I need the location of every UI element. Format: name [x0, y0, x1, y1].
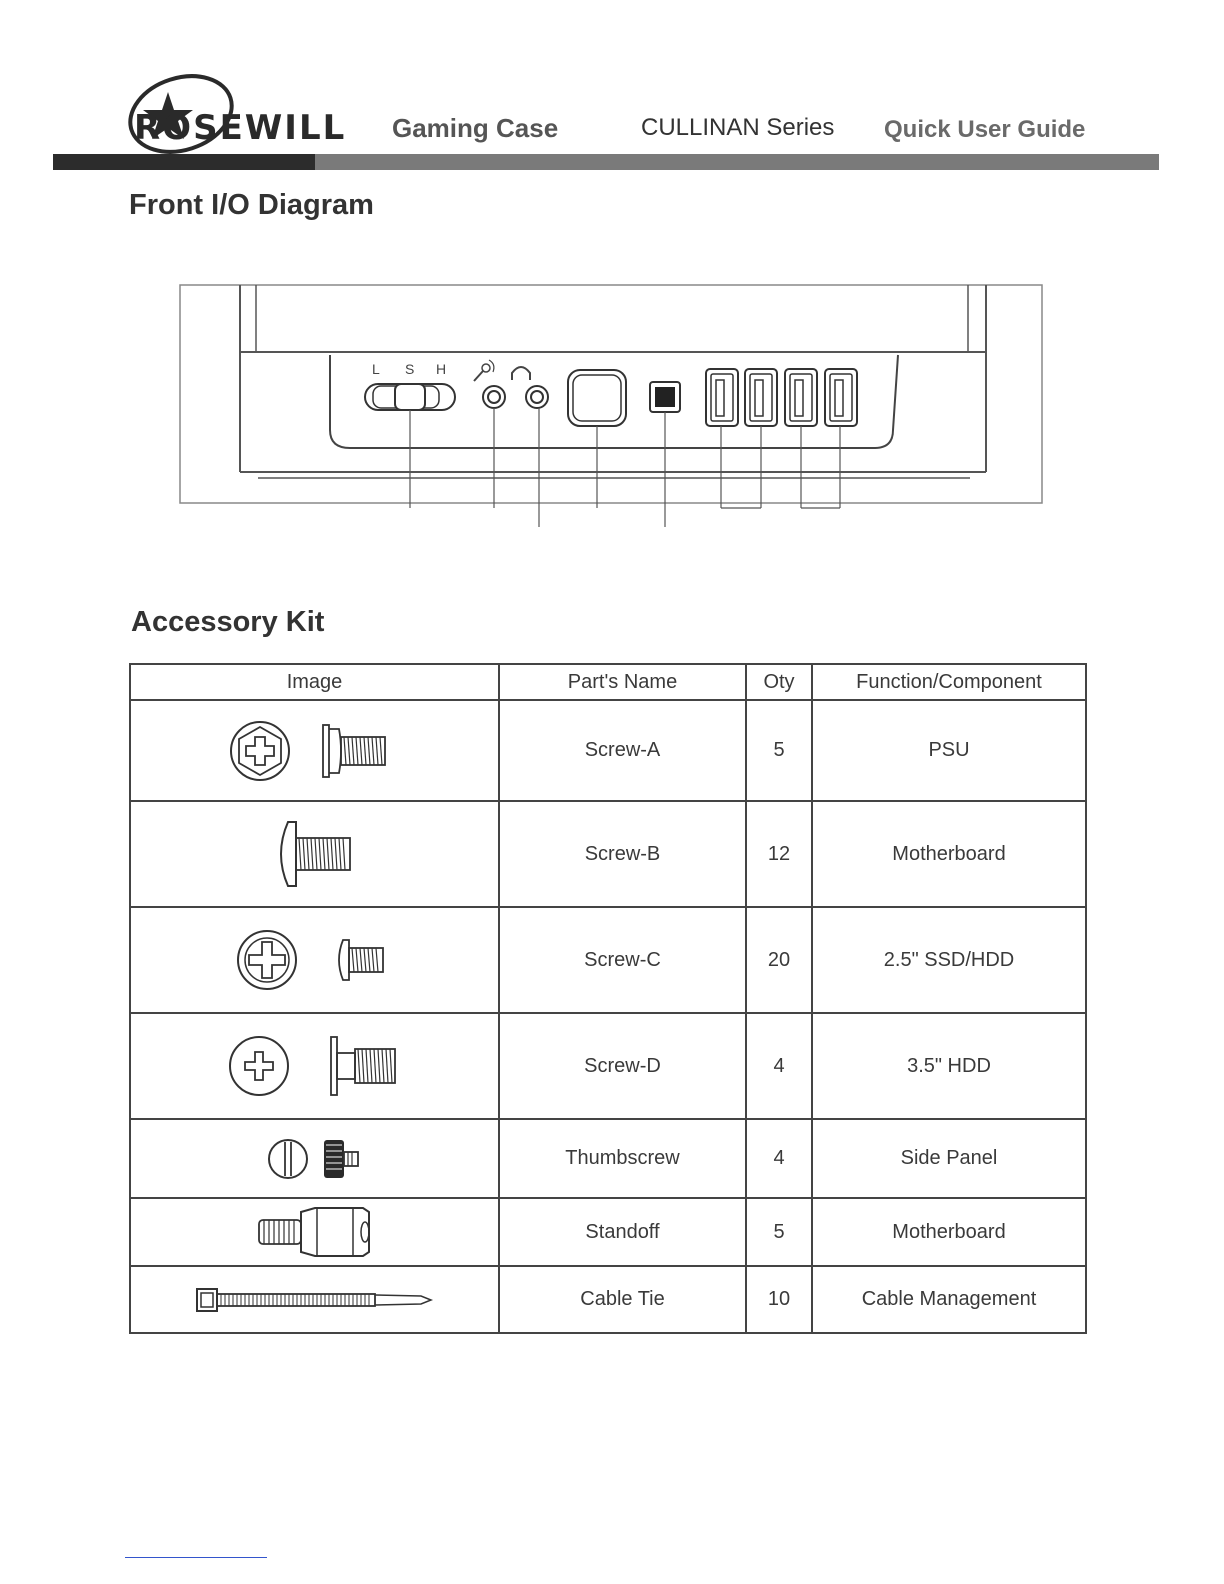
part-name-cell: Cable Tie: [499, 1266, 746, 1333]
function-cell: Motherboard: [812, 1198, 1086, 1266]
qty-cell: 5: [746, 1198, 812, 1266]
table-row: [130, 1198, 1086, 1266]
column-header-image: Image: [130, 664, 499, 700]
qty-cell: 20: [746, 907, 812, 1013]
thumbscrew-icon: [268, 1137, 362, 1181]
part-name-cell: Screw-A: [499, 700, 746, 801]
function-cell: Cable Management: [812, 1266, 1086, 1333]
reset-button-icon: [650, 382, 680, 412]
function-cell: Motherboard: [812, 801, 1086, 907]
switch-label-s: S: [405, 361, 415, 377]
guide-title: Quick User Guide: [884, 116, 1086, 143]
headphone-icon: [512, 367, 530, 380]
usb-port-1-icon: [706, 369, 738, 426]
qty-cell: 5: [746, 700, 812, 801]
headphone-jack-icon: [526, 386, 548, 408]
part-name-cell: Screw-D: [499, 1013, 746, 1119]
column-header-function: Function/Component: [812, 664, 1086, 700]
image-cell: [130, 1198, 499, 1266]
column-header-qty: Oty: [746, 664, 812, 700]
table-header-row: [130, 664, 1086, 700]
table-row: [130, 700, 1086, 801]
screw-b-icon: [270, 818, 360, 890]
part-name-cell: Standoff: [499, 1198, 746, 1266]
screw-a-icon: [230, 719, 400, 783]
switch-label-l: L: [372, 361, 380, 377]
screw-c-icon: [235, 928, 395, 992]
screw-d-icon: [229, 1033, 401, 1099]
function-cell: 3.5" HDD: [812, 1013, 1086, 1119]
image-cell: [130, 801, 499, 907]
accessory-table: [129, 663, 1087, 1334]
standoff-icon: [255, 1206, 375, 1258]
column-header-part-name: Part's Name: [499, 664, 746, 700]
qty-cell: 10: [746, 1266, 812, 1333]
fan-speed-switch-icon: [365, 384, 455, 410]
header-rule-light: [315, 154, 1159, 170]
qty-cell: 12: [746, 801, 812, 907]
series-name: CULLINAN Series: [641, 114, 835, 141]
usb-port-4-icon: [825, 369, 857, 426]
table-row: [130, 907, 1086, 1013]
product-name: Gaming Case: [392, 113, 559, 143]
image-cell: [130, 700, 499, 801]
microphone-icon: [474, 360, 494, 381]
usb-port-2-icon: [745, 369, 777, 426]
microphone-jack-icon: [483, 386, 505, 408]
usb-port-3-icon: [785, 369, 817, 426]
image-cell: [130, 1266, 499, 1333]
accessory-kit-title: Accessory Kit: [131, 606, 325, 638]
header-rule-dark: [53, 154, 315, 170]
table-row: [130, 1119, 1086, 1198]
footer-rule: [125, 1557, 267, 1558]
power-button-icon: [568, 370, 626, 426]
table-row: [130, 801, 1086, 907]
switch-label-h: H: [436, 361, 447, 377]
function-cell: PSU: [812, 700, 1086, 801]
table-row: [130, 1266, 1086, 1333]
image-cell: [130, 1119, 499, 1198]
function-cell: 2.5" SSD/HDD: [812, 907, 1086, 1013]
part-name-cell: Screw-B: [499, 801, 746, 907]
brand-wordmark: ROSEWILL: [134, 108, 347, 148]
part-name-cell: Screw-C: [499, 907, 746, 1013]
callout-lines: [410, 408, 840, 527]
qty-cell: 4: [746, 1013, 812, 1119]
qty-cell: 4: [746, 1119, 812, 1198]
table-row: [130, 1013, 1086, 1119]
image-cell: [130, 907, 499, 1013]
part-name-cell: Thumbscrew: [499, 1119, 746, 1198]
image-cell: [130, 1013, 499, 1119]
front-io-title: Front I/O Diagram: [129, 189, 374, 221]
cable-tie-icon: [195, 1285, 435, 1315]
function-cell: Side Panel: [812, 1119, 1086, 1198]
